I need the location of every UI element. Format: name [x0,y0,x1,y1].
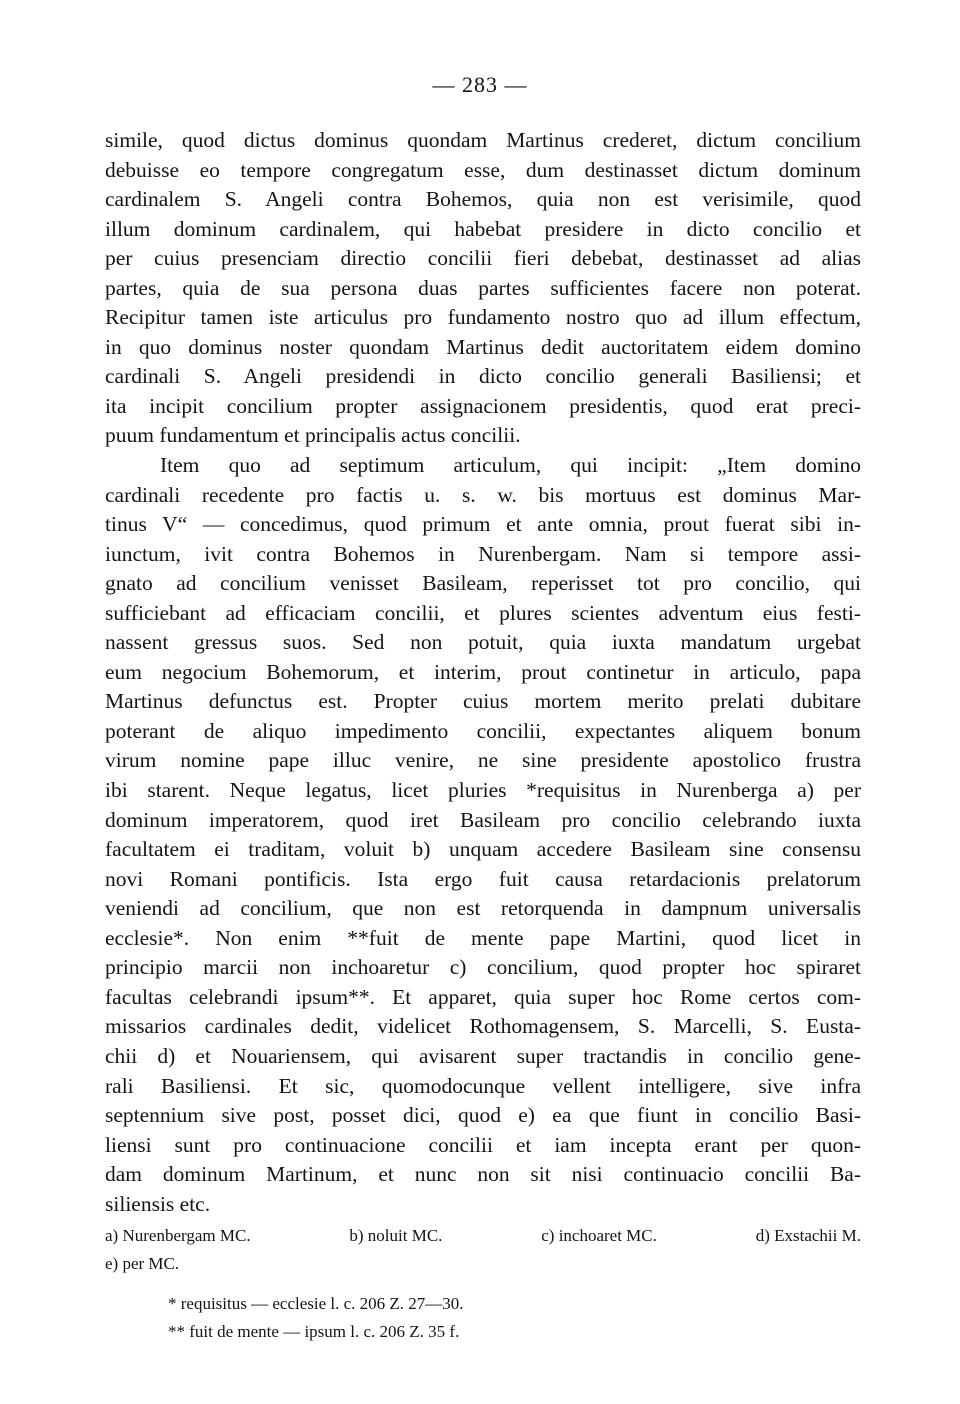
text-line: partes, quia de sua persona duas partes sufficientes facere non poterat. [105,275,861,300]
text-line: veniendi ad concilium, que non est retorquenda in dampnum universalis [105,896,861,921]
text-line: per cuius presenciam directio concilii fieri debebat, destinasset ad alias [105,246,861,271]
text-line: tinus V“ — concedimus, quod primum et ante omnia, prout fuerat sibi in- [105,512,861,537]
text-line: principio marcii non inchoaretur c) concilium, quod propter hoc spiraret [105,955,861,980]
text-line: ibi starent. Neque legatus, licet pluries *requisitus in Nurenberga a) per [105,778,861,803]
text-line: chii d) et Nouariensem, qui avisarent super tractandis in concilio gene- [105,1043,861,1068]
text-line: Recipitur tamen iste articulus pro fundamento nostro quo ad illum effectum, [105,305,861,330]
text-line: simile, quod dictus dominus quondam Martinus crederet, dictum concilium [105,128,861,152]
text-line: cardinali S. Angeli presidendi in dicto concilio generali Basiliensi; et [105,364,861,389]
text-line: siliensis etc. [105,1191,211,1216]
reference-note: ** fuit de mente — ipsum l. c. 206 Z. 35 f. [168,1322,460,1341]
text-line: ecclesie*. Non enim **fuit de mente pape Martini, quod licet in [105,925,861,950]
page-number: — 283 — [432,72,528,97]
text-line: facultatem ei traditam, voluit b) unquam accedere Basileam sine consensu [105,837,861,862]
text-line: iunctum, ivit contra Bohemos in Nurenbergam. Nam si tempore assi- [105,541,861,566]
footnote-a: a) Nurenbergam MC. [105,1226,251,1245]
footnote-c: c) inchoaret MC. [541,1226,657,1245]
text-line: dominum imperatorem, quod iret Basileam pro concilio celebrando iuxta [105,807,861,832]
text-line: liensi sunt pro continuacione concilii et iam incepta erant per quon- [105,1132,861,1157]
footnote-row [105,1250,861,1278]
text-line: nassent gressus suos. Sed non potuit, quia iuxta mandatum urgebat [105,630,861,655]
text-line: rali Basiliensi. Et sic, quomodocunque vellent intelligere, sive infra [105,1073,861,1098]
text-line: poterant de aliquo impedimento concilii, expectantes aliquem bonum [105,718,861,743]
text-line: missarios cardinales dedit, videlicet Rothomagensem, S. Marcelli, S. Eusta- [105,1014,861,1039]
footnotes [105,1222,861,1278]
footnote-b: b) noluit MC. [349,1226,443,1245]
text-line: cardinali recedente pro factis u. s. w. bis mortuus est dominus Mar- [105,482,861,507]
text-line: Martinus defunctus est. Propter cuius mortem merito prelati dubitare [105,689,861,714]
text-line: puum fundamentum et principalis actus concilii. [105,423,521,448]
text-line: ita incipit concilium propter assignacionem presidentis, quod erat preci- [105,393,861,418]
reference-notes [168,1290,464,1346]
text-line: eum negocium Bohemorum, et interim, prout continetur in articulo, papa [105,659,861,684]
footnote-e: e) per MC. [105,1254,180,1273]
text-line: illum dominum cardinalem, qui habebat presidere in dicto concilio et [105,216,861,241]
text-line: facultas celebrandi ipsum**. Et apparet, quia super hoc Rome certos com- [105,984,861,1009]
footnote-d: d) Exstachii M. [755,1226,861,1245]
text-line: dam dominum Martinum, et nunc non sit nisi continuacio concilii Ba- [105,1162,861,1187]
reference-note: * requisitus — ecclesie l. c. 206 Z. 27—30. [168,1294,464,1313]
text-line: septennium sive post, posset dici, quod e) ea que fiunt in concilio Basi- [105,1103,861,1128]
text-line: virum nomine pape illuc venire, ne sine presidente apostolico frustra [105,748,861,773]
body-text [105,126,861,1219]
text-line: Item quo ad septimum articulum, qui incipit: „Item domino [160,453,861,478]
text-line: gnato ad concilium venisset Basileam, reperisset tot pro concilio, qui [105,571,861,596]
text-line: novi Romani pontificis. Ista ergo fuit causa retardacionis prelatorum [105,866,861,891]
text-line: in quo dominus noster quondam Martinus dedit auctoritatem eidem domino [105,334,861,359]
text-line: cardinalem S. Angeli contra Bohemos, quia non est verisimile, quod [105,187,861,212]
text-line: debuisse eo tempore congregatum esse, dum destinasset dictum dominum [105,157,861,182]
text-line: sufficiebant ad efficaciam concilii, et plures scientes adventum eius festi- [105,600,861,625]
footnote-row [105,1222,861,1250]
